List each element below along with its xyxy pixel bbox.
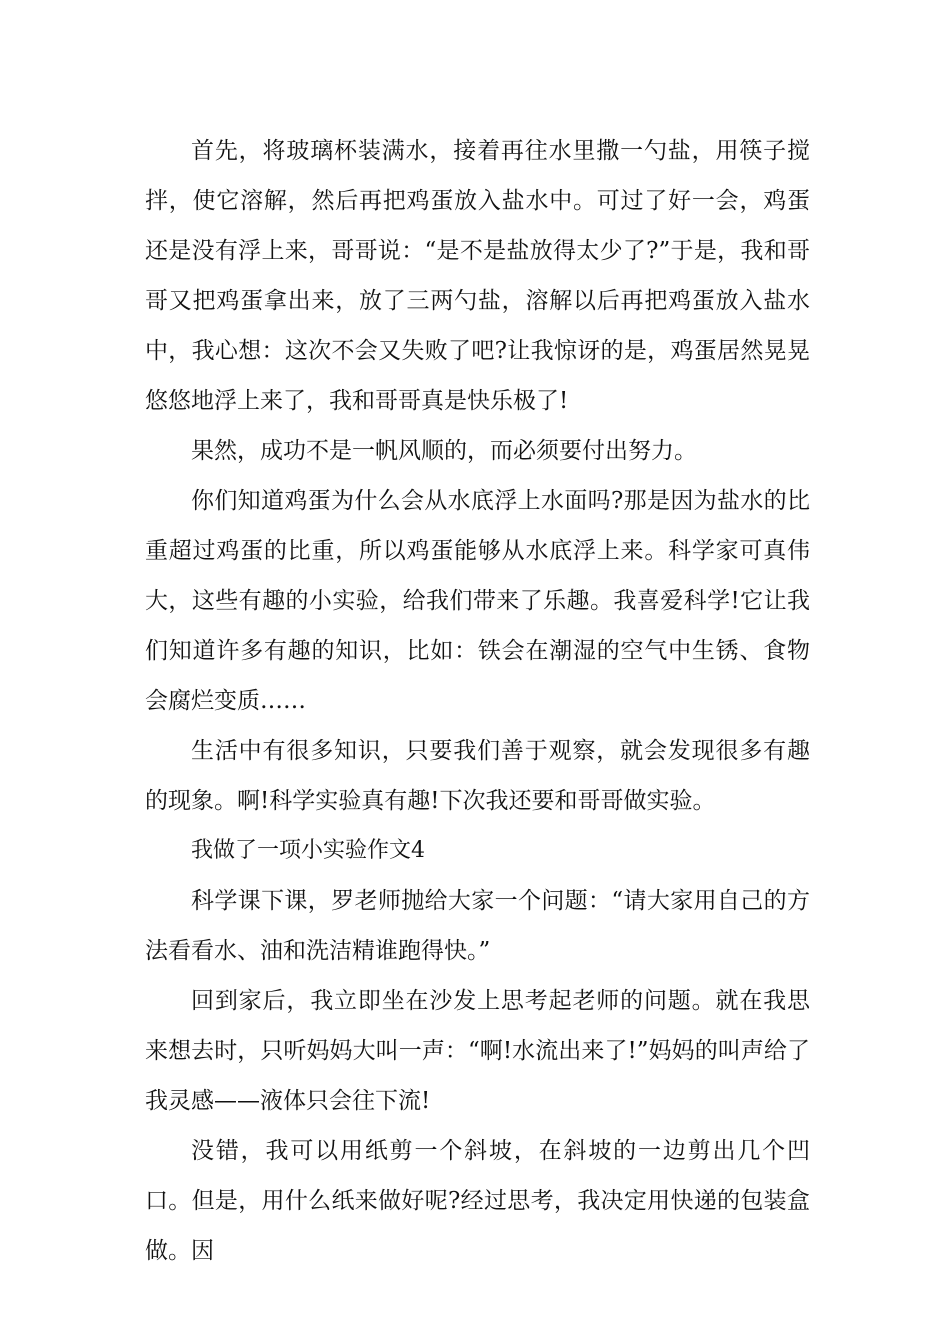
paragraph-experiment-steps: 首先，将玻璃杯装满水，接着再往水里撒一勺盐，用筷子搅拌，使它溶解，然后再把鸡蛋放入盐水中。可过了好一会，鸡蛋还是没有浮上来，哥哥说：“是不是盐放得太少了?”于是，我和哥哥又把鸡蛋拿出来，放了三两勺盐，溶解以后再把鸡蛋放入盐水中，我心想：这次不会又失败了吧?让我惊讶的是，鸡蛋居然晃晃悠悠地浮上来了，我和哥哥真是快乐极了! (145, 138, 810, 414)
paragraph-teacher-question: 科学课下课，罗老师抛给大家一个问题：“请大家用自己的方法看看水、油和洗洁精谁跑得快。” (145, 888, 810, 964)
paragraph-explanation: 你们知道鸡蛋为什么会从水底浮上水面吗?那是因为盐水的比重超过鸡蛋的比重，所以鸡蛋能够从水底浮上来。科学家可真伟大，这些有趣的小实验，给我们带来了乐趣。我喜爱科学!它让我们知道许多有趣的知识，比如：铁会在潮湿的空气中生锈、食物会腐烂变质…… (145, 488, 810, 714)
paragraph-conclusion: 生活中有很多知识，只要我们善于观察，就会发现很多有趣的现象。啊!科学实验真有趣!下次我还要和哥哥做实验。 (145, 738, 810, 814)
paragraph-inspiration: 回到家后，我立即坐在沙发上思考起老师的问题。就在我思来想去时，只听妈妈大叫一声：“啊!水流出来了!”妈妈的叫声给了我灵感——液体只会往下流! (145, 988, 810, 1114)
section-heading: 我做了一项小实验作文4 (191, 838, 425, 863)
document-body (145, 126, 810, 1276)
paragraph-slope-idea: 没错，我可以用纸剪一个斜坡，在斜坡的一边剪出几个凹口。但是，用什么纸来做好呢?经过思考，我决定用快递的包装盒做。因 (145, 1138, 810, 1264)
paragraph-success-lesson: 果然，成功不是一帆风顺的，而必须要付出努力。 (191, 438, 697, 464)
